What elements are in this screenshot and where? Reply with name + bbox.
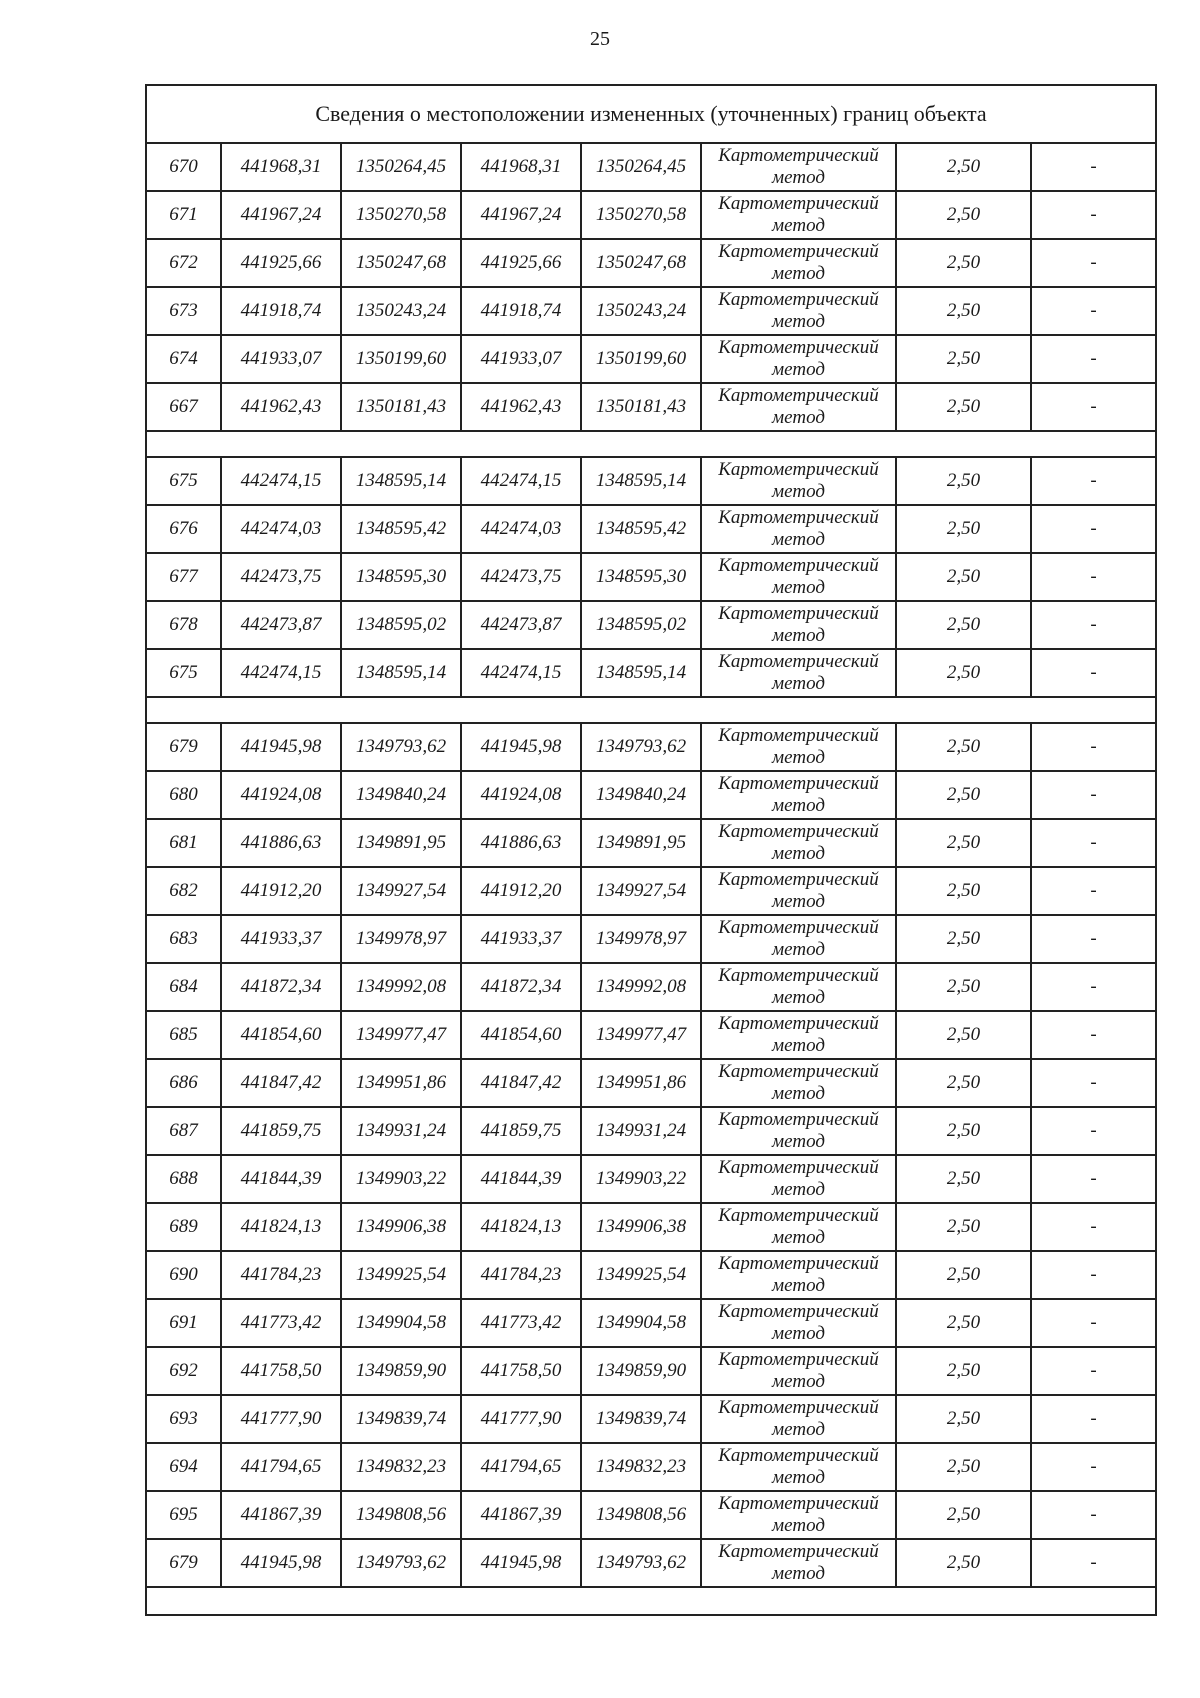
method-cell: Картометрический метод (701, 1155, 896, 1203)
table-row (146, 239, 1156, 287)
existing-x-cell: 441872,34 (221, 963, 341, 1011)
new-x-cell: 441924,08 (461, 771, 581, 819)
new-x-cell: 442473,87 (461, 601, 581, 649)
method-cell: Картометрический метод (701, 191, 896, 239)
existing-y-cell: 1349992,08 (341, 963, 461, 1011)
method-cell: Картометрический метод (701, 771, 896, 819)
precision-cell: 2,50 (896, 335, 1031, 383)
point-number-cell: 673 (146, 287, 221, 335)
table-row (146, 1539, 1156, 1587)
method-cell: Картометрический метод (701, 1059, 896, 1107)
method-cell: Картометрический метод (701, 239, 896, 287)
table-row (146, 915, 1156, 963)
new-x-cell: 441912,20 (461, 867, 581, 915)
existing-y-cell: 1349859,90 (341, 1347, 461, 1395)
group-separator-row (146, 431, 1156, 457)
method-cell: Картометрический метод (701, 1299, 896, 1347)
existing-x-cell: 441945,98 (221, 723, 341, 771)
description-cell: - (1031, 1443, 1156, 1491)
new-y-cell: 1349891,95 (581, 819, 701, 867)
description-cell: - (1031, 143, 1156, 191)
table-row (146, 143, 1156, 191)
description-cell: - (1031, 723, 1156, 771)
existing-y-cell: 1348595,02 (341, 601, 461, 649)
existing-y-cell: 1349906,38 (341, 1203, 461, 1251)
point-number-cell: 676 (146, 505, 221, 553)
existing-y-cell: 1350247,68 (341, 239, 461, 287)
table-row (146, 723, 1156, 771)
method-cell: Картометрический метод (701, 1443, 896, 1491)
precision-cell: 2,50 (896, 505, 1031, 553)
existing-x-cell: 441925,66 (221, 239, 341, 287)
precision-cell: 2,50 (896, 1539, 1031, 1587)
table-row (146, 1011, 1156, 1059)
new-y-cell: 1349977,47 (581, 1011, 701, 1059)
point-number-cell: 693 (146, 1395, 221, 1443)
point-number-cell: 683 (146, 915, 221, 963)
precision-cell: 2,50 (896, 819, 1031, 867)
new-x-cell: 441918,74 (461, 287, 581, 335)
description-cell: - (1031, 1347, 1156, 1395)
point-number-cell: 681 (146, 819, 221, 867)
table-title: Сведения о местоположении измененных (уточненных) границ объекта (146, 85, 1156, 143)
table-row (146, 1347, 1156, 1395)
precision-cell: 2,50 (896, 457, 1031, 505)
existing-x-cell: 441758,50 (221, 1347, 341, 1395)
precision-cell: 2,50 (896, 649, 1031, 697)
existing-y-cell: 1349978,97 (341, 915, 461, 963)
point-number-cell: 691 (146, 1299, 221, 1347)
existing-y-cell: 1350181,43 (341, 383, 461, 431)
new-x-cell: 441945,98 (461, 723, 581, 771)
description-cell: - (1031, 1539, 1156, 1587)
existing-x-cell: 441777,90 (221, 1395, 341, 1443)
new-y-cell: 1349903,22 (581, 1155, 701, 1203)
method-cell: Картометрический метод (701, 1203, 896, 1251)
precision-cell: 2,50 (896, 239, 1031, 287)
existing-x-cell: 441794,65 (221, 1443, 341, 1491)
table-row (146, 1395, 1156, 1443)
table-row (146, 1443, 1156, 1491)
table-row (146, 649, 1156, 697)
method-cell: Картометрический метод (701, 335, 896, 383)
table-end-row (146, 1587, 1156, 1615)
precision-cell: 2,50 (896, 1107, 1031, 1155)
description-cell: - (1031, 1059, 1156, 1107)
method-cell: Картометрический метод (701, 1491, 896, 1539)
new-x-cell: 441794,65 (461, 1443, 581, 1491)
new-x-cell: 441784,23 (461, 1251, 581, 1299)
precision-cell: 2,50 (896, 287, 1031, 335)
description-cell: - (1031, 1011, 1156, 1059)
table-row (146, 1491, 1156, 1539)
precision-cell: 2,50 (896, 963, 1031, 1011)
new-x-cell: 441872,34 (461, 963, 581, 1011)
existing-x-cell: 441773,42 (221, 1299, 341, 1347)
point-number-cell: 685 (146, 1011, 221, 1059)
precision-cell: 2,50 (896, 1203, 1031, 1251)
method-cell: Картометрический метод (701, 723, 896, 771)
existing-y-cell: 1349951,86 (341, 1059, 461, 1107)
point-number-cell: 678 (146, 601, 221, 649)
point-number-cell: 686 (146, 1059, 221, 1107)
new-y-cell: 1350243,24 (581, 287, 701, 335)
description-cell: - (1031, 1395, 1156, 1443)
point-number-cell: 690 (146, 1251, 221, 1299)
precision-cell: 2,50 (896, 383, 1031, 431)
new-y-cell: 1349859,90 (581, 1347, 701, 1395)
precision-cell: 2,50 (896, 1059, 1031, 1107)
new-y-cell: 1349793,62 (581, 1539, 701, 1587)
table-row (146, 1251, 1156, 1299)
method-cell: Картометрический метод (701, 457, 896, 505)
existing-x-cell: 441824,13 (221, 1203, 341, 1251)
method-cell: Картометрический метод (701, 601, 896, 649)
description-cell: - (1031, 335, 1156, 383)
precision-cell: 2,50 (896, 1299, 1031, 1347)
existing-x-cell: 441945,98 (221, 1539, 341, 1587)
point-number-cell: 672 (146, 239, 221, 287)
existing-x-cell: 441967,24 (221, 191, 341, 239)
new-x-cell: 441777,90 (461, 1395, 581, 1443)
existing-y-cell: 1349891,95 (341, 819, 461, 867)
method-cell: Картометрический метод (701, 1251, 896, 1299)
existing-x-cell: 441924,08 (221, 771, 341, 819)
description-cell: - (1031, 239, 1156, 287)
method-cell: Картометрический метод (701, 915, 896, 963)
existing-x-cell: 441912,20 (221, 867, 341, 915)
new-x-cell: 441945,98 (461, 1539, 581, 1587)
method-cell: Картометрический метод (701, 1347, 896, 1395)
description-cell: - (1031, 819, 1156, 867)
new-y-cell: 1349839,74 (581, 1395, 701, 1443)
description-cell: - (1031, 287, 1156, 335)
new-x-cell: 441854,60 (461, 1011, 581, 1059)
existing-x-cell: 442473,87 (221, 601, 341, 649)
precision-cell: 2,50 (896, 191, 1031, 239)
description-cell: - (1031, 1491, 1156, 1539)
new-x-cell: 441859,75 (461, 1107, 581, 1155)
existing-y-cell: 1349793,62 (341, 723, 461, 771)
table-row (146, 1299, 1156, 1347)
point-number-cell: 679 (146, 723, 221, 771)
existing-x-cell: 442473,75 (221, 553, 341, 601)
method-cell: Картометрический метод (701, 143, 896, 191)
method-cell: Картометрический метод (701, 553, 896, 601)
separator-cell (146, 697, 1156, 723)
new-y-cell: 1349951,86 (581, 1059, 701, 1107)
point-number-cell: 684 (146, 963, 221, 1011)
existing-x-cell: 441867,39 (221, 1491, 341, 1539)
table-row (146, 505, 1156, 553)
new-y-cell: 1348595,30 (581, 553, 701, 601)
new-x-cell: 441962,43 (461, 383, 581, 431)
precision-cell: 2,50 (896, 771, 1031, 819)
table-row (146, 335, 1156, 383)
existing-y-cell: 1350264,45 (341, 143, 461, 191)
point-number-cell: 671 (146, 191, 221, 239)
description-cell: - (1031, 649, 1156, 697)
new-y-cell: 1349904,58 (581, 1299, 701, 1347)
table-row (146, 1059, 1156, 1107)
new-x-cell: 442474,15 (461, 457, 581, 505)
table-header-row (146, 85, 1156, 143)
method-cell: Картометрический метод (701, 819, 896, 867)
existing-x-cell: 442474,15 (221, 649, 341, 697)
new-y-cell: 1348595,42 (581, 505, 701, 553)
description-cell: - (1031, 1299, 1156, 1347)
point-number-cell: 694 (146, 1443, 221, 1491)
new-x-cell: 441847,42 (461, 1059, 581, 1107)
separator-cell (146, 431, 1156, 457)
existing-x-cell: 441886,63 (221, 819, 341, 867)
description-cell: - (1031, 915, 1156, 963)
new-x-cell: 441886,63 (461, 819, 581, 867)
point-number-cell: 689 (146, 1203, 221, 1251)
new-y-cell: 1349906,38 (581, 1203, 701, 1251)
method-cell: Картометрический метод (701, 505, 896, 553)
point-number-cell: 679 (146, 1539, 221, 1587)
existing-y-cell: 1349977,47 (341, 1011, 461, 1059)
description-cell: - (1031, 505, 1156, 553)
new-x-cell: 441824,13 (461, 1203, 581, 1251)
table-body (146, 85, 1156, 1615)
new-y-cell: 1349840,24 (581, 771, 701, 819)
method-cell: Картометрический метод (701, 1011, 896, 1059)
table-row (146, 867, 1156, 915)
new-y-cell: 1349927,54 (581, 867, 701, 915)
new-x-cell: 441933,07 (461, 335, 581, 383)
table-row (146, 1203, 1156, 1251)
existing-x-cell: 441933,37 (221, 915, 341, 963)
method-cell: Картометрический метод (701, 867, 896, 915)
point-number-cell: 677 (146, 553, 221, 601)
new-y-cell: 1349832,23 (581, 1443, 701, 1491)
table-row (146, 457, 1156, 505)
existing-y-cell: 1348595,14 (341, 649, 461, 697)
existing-x-cell: 441933,07 (221, 335, 341, 383)
description-cell: - (1031, 867, 1156, 915)
method-cell: Картометрический метод (701, 1107, 896, 1155)
existing-y-cell: 1350199,60 (341, 335, 461, 383)
existing-x-cell: 441918,74 (221, 287, 341, 335)
new-y-cell: 1348595,14 (581, 649, 701, 697)
new-y-cell: 1350247,68 (581, 239, 701, 287)
method-cell: Картометрический метод (701, 1539, 896, 1587)
precision-cell: 2,50 (896, 601, 1031, 649)
table-row (146, 601, 1156, 649)
new-x-cell: 442473,75 (461, 553, 581, 601)
existing-y-cell: 1349931,24 (341, 1107, 461, 1155)
existing-y-cell: 1349832,23 (341, 1443, 461, 1491)
method-cell: Картометрический метод (701, 1395, 896, 1443)
new-x-cell: 441867,39 (461, 1491, 581, 1539)
precision-cell: 2,50 (896, 1347, 1031, 1395)
point-number-cell: 687 (146, 1107, 221, 1155)
point-number-cell: 680 (146, 771, 221, 819)
point-number-cell: 688 (146, 1155, 221, 1203)
new-y-cell: 1350264,45 (581, 143, 701, 191)
point-number-cell: 670 (146, 143, 221, 191)
new-y-cell: 1348595,14 (581, 457, 701, 505)
new-x-cell: 441844,39 (461, 1155, 581, 1203)
precision-cell: 2,50 (896, 915, 1031, 963)
existing-x-cell: 441968,31 (221, 143, 341, 191)
new-y-cell: 1350181,43 (581, 383, 701, 431)
description-cell: - (1031, 191, 1156, 239)
existing-x-cell: 441847,42 (221, 1059, 341, 1107)
existing-x-cell: 441854,60 (221, 1011, 341, 1059)
description-cell: - (1031, 457, 1156, 505)
table-row (146, 383, 1156, 431)
existing-y-cell: 1350243,24 (341, 287, 461, 335)
description-cell: - (1031, 383, 1156, 431)
method-cell: Картометрический метод (701, 287, 896, 335)
table-row (146, 771, 1156, 819)
description-cell: - (1031, 1107, 1156, 1155)
existing-y-cell: 1349808,56 (341, 1491, 461, 1539)
table-row (146, 819, 1156, 867)
precision-cell: 2,50 (896, 1011, 1031, 1059)
existing-y-cell: 1349903,22 (341, 1155, 461, 1203)
description-cell: - (1031, 1155, 1156, 1203)
new-y-cell: 1349808,56 (581, 1491, 701, 1539)
existing-y-cell: 1349927,54 (341, 867, 461, 915)
precision-cell: 2,50 (896, 723, 1031, 771)
point-number-cell: 675 (146, 649, 221, 697)
table-row (146, 287, 1156, 335)
point-number-cell: 674 (146, 335, 221, 383)
precision-cell: 2,50 (896, 1155, 1031, 1203)
point-number-cell: 667 (146, 383, 221, 431)
new-y-cell: 1349992,08 (581, 963, 701, 1011)
method-cell: Картометрический метод (701, 383, 896, 431)
table-row (146, 553, 1156, 601)
new-x-cell: 441933,37 (461, 915, 581, 963)
existing-y-cell: 1349839,74 (341, 1395, 461, 1443)
point-number-cell: 695 (146, 1491, 221, 1539)
new-x-cell: 441925,66 (461, 239, 581, 287)
precision-cell: 2,50 (896, 1395, 1031, 1443)
description-cell: - (1031, 553, 1156, 601)
new-x-cell: 441773,42 (461, 1299, 581, 1347)
new-y-cell: 1349925,54 (581, 1251, 701, 1299)
description-cell: - (1031, 963, 1156, 1011)
table-row (146, 1155, 1156, 1203)
precision-cell: 2,50 (896, 143, 1031, 191)
precision-cell: 2,50 (896, 553, 1031, 601)
separator-cell (146, 1587, 1156, 1615)
new-y-cell: 1350199,60 (581, 335, 701, 383)
point-number-cell: 675 (146, 457, 221, 505)
existing-y-cell: 1348595,42 (341, 505, 461, 553)
table-row (146, 191, 1156, 239)
boundary-coordinates-table (145, 84, 1157, 1616)
point-number-cell: 692 (146, 1347, 221, 1395)
existing-y-cell: 1349793,62 (341, 1539, 461, 1587)
new-x-cell: 441758,50 (461, 1347, 581, 1395)
new-y-cell: 1349931,24 (581, 1107, 701, 1155)
description-cell: - (1031, 601, 1156, 649)
description-cell: - (1031, 1251, 1156, 1299)
new-x-cell: 442474,03 (461, 505, 581, 553)
new-x-cell: 441968,31 (461, 143, 581, 191)
existing-y-cell: 1349925,54 (341, 1251, 461, 1299)
description-cell: - (1031, 1203, 1156, 1251)
group-separator-row (146, 697, 1156, 723)
precision-cell: 2,50 (896, 1491, 1031, 1539)
existing-x-cell: 442474,15 (221, 457, 341, 505)
method-cell: Картометрический метод (701, 649, 896, 697)
new-x-cell: 442474,15 (461, 649, 581, 697)
precision-cell: 2,50 (896, 1443, 1031, 1491)
existing-x-cell: 441844,39 (221, 1155, 341, 1203)
existing-x-cell: 441859,75 (221, 1107, 341, 1155)
existing-y-cell: 1349840,24 (341, 771, 461, 819)
existing-y-cell: 1348595,30 (341, 553, 461, 601)
method-cell: Картометрический метод (701, 963, 896, 1011)
existing-x-cell: 441784,23 (221, 1251, 341, 1299)
new-y-cell: 1349793,62 (581, 723, 701, 771)
existing-x-cell: 442474,03 (221, 505, 341, 553)
existing-y-cell: 1349904,58 (341, 1299, 461, 1347)
description-cell: - (1031, 771, 1156, 819)
existing-x-cell: 441962,43 (221, 383, 341, 431)
precision-cell: 2,50 (896, 1251, 1031, 1299)
new-y-cell: 1348595,02 (581, 601, 701, 649)
new-y-cell: 1349978,97 (581, 915, 701, 963)
precision-cell: 2,50 (896, 867, 1031, 915)
point-number-cell: 682 (146, 867, 221, 915)
table-row (146, 963, 1156, 1011)
page-number: 25 (590, 28, 610, 50)
new-x-cell: 441967,24 (461, 191, 581, 239)
new-y-cell: 1350270,58 (581, 191, 701, 239)
table-row (146, 1107, 1156, 1155)
existing-y-cell: 1350270,58 (341, 191, 461, 239)
existing-y-cell: 1348595,14 (341, 457, 461, 505)
